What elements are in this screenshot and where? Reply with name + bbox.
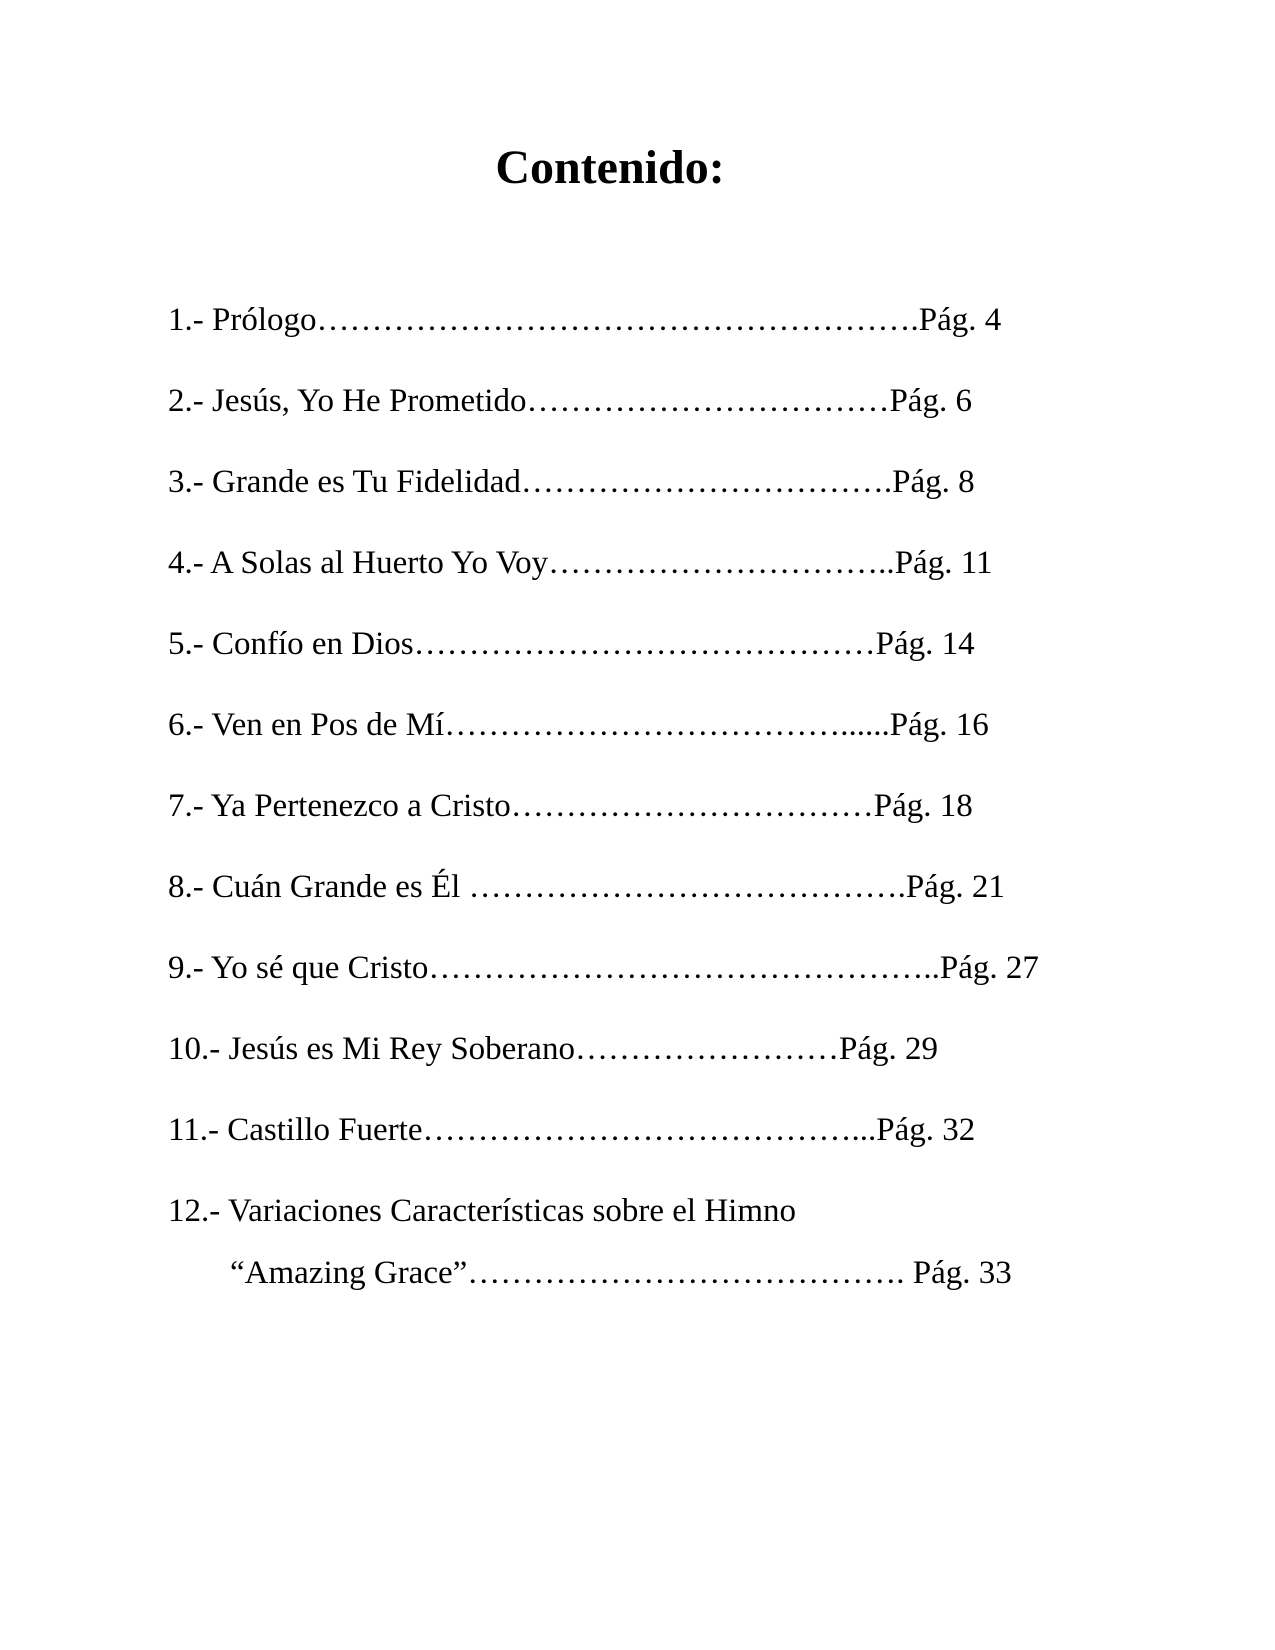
toc-entry — [168, 952, 1039, 985]
toc-entry — [168, 1195, 796, 1228]
entry-title: 3.- Grande es Tu Fidelidad……………………………. — [168, 464, 893, 500]
entry-page: Pág. 16 — [889, 707, 989, 743]
entry-title: 6.- Ven en Pos de Mí………………………………...... — [168, 707, 890, 743]
entry-title: “Amazing Grace”…………………………………. — [230, 1255, 905, 1291]
toc-entry — [168, 466, 975, 499]
entry-page: Pág. 21 — [905, 869, 1005, 905]
entry-page: Pág. 11 — [894, 545, 993, 581]
entry-title: 1.- Prólogo………………………………………………. — [168, 302, 919, 338]
entry-title: 2.- Jesús, Yo He Prometido…………………………… — [168, 383, 890, 419]
entry-page: Pág. 27 — [939, 950, 1039, 986]
toc-entry — [168, 1033, 938, 1066]
toc-entry — [168, 709, 989, 742]
entry-title: 7.- Ya Pertenezco a Cristo…………………………… — [168, 788, 874, 824]
entry-page: Pág. 32 — [876, 1112, 976, 1148]
entry-title: 9.- Yo sé que Cristo……………………………………….. — [168, 950, 940, 986]
entry-page: Pág. 14 — [875, 626, 975, 662]
entry-page: Pág. 33 — [904, 1255, 1012, 1291]
entry-title: 10.- Jesús es Mi Rey Soberano…………………… — [168, 1031, 839, 1067]
toc-entry — [168, 871, 1005, 904]
entry-page: Pág. 29 — [838, 1031, 938, 1067]
toc-entry — [168, 790, 973, 823]
entry-page: Pág. 18 — [873, 788, 973, 824]
toc-entry — [168, 1114, 975, 1147]
entry-page: Pág. 6 — [889, 383, 972, 419]
toc-entry — [168, 547, 992, 580]
page-title: Contenido: — [495, 141, 725, 194]
entry-page: Pág. 8 — [892, 464, 975, 500]
entry-page: Pág. 4 — [918, 302, 1002, 338]
toc-entry — [168, 385, 972, 418]
entry-title: 11.- Castillo Fuerte…………………………………... — [168, 1112, 877, 1148]
entry-title: 5.- Confío en Dios…………………………………… — [168, 626, 876, 662]
entry-title: 4.- A Solas al Huerto Yo Voy………………………….. — [168, 545, 895, 581]
entry-title: 12.- Variaciones Características sobre el Himno — [168, 1193, 797, 1229]
toc-entry-continuation — [230, 1257, 1012, 1290]
toc-entry — [168, 304, 1001, 337]
entry-title: 8.- Cuán Grande es Él …………………………………. — [168, 869, 906, 905]
toc-entry — [168, 628, 975, 661]
